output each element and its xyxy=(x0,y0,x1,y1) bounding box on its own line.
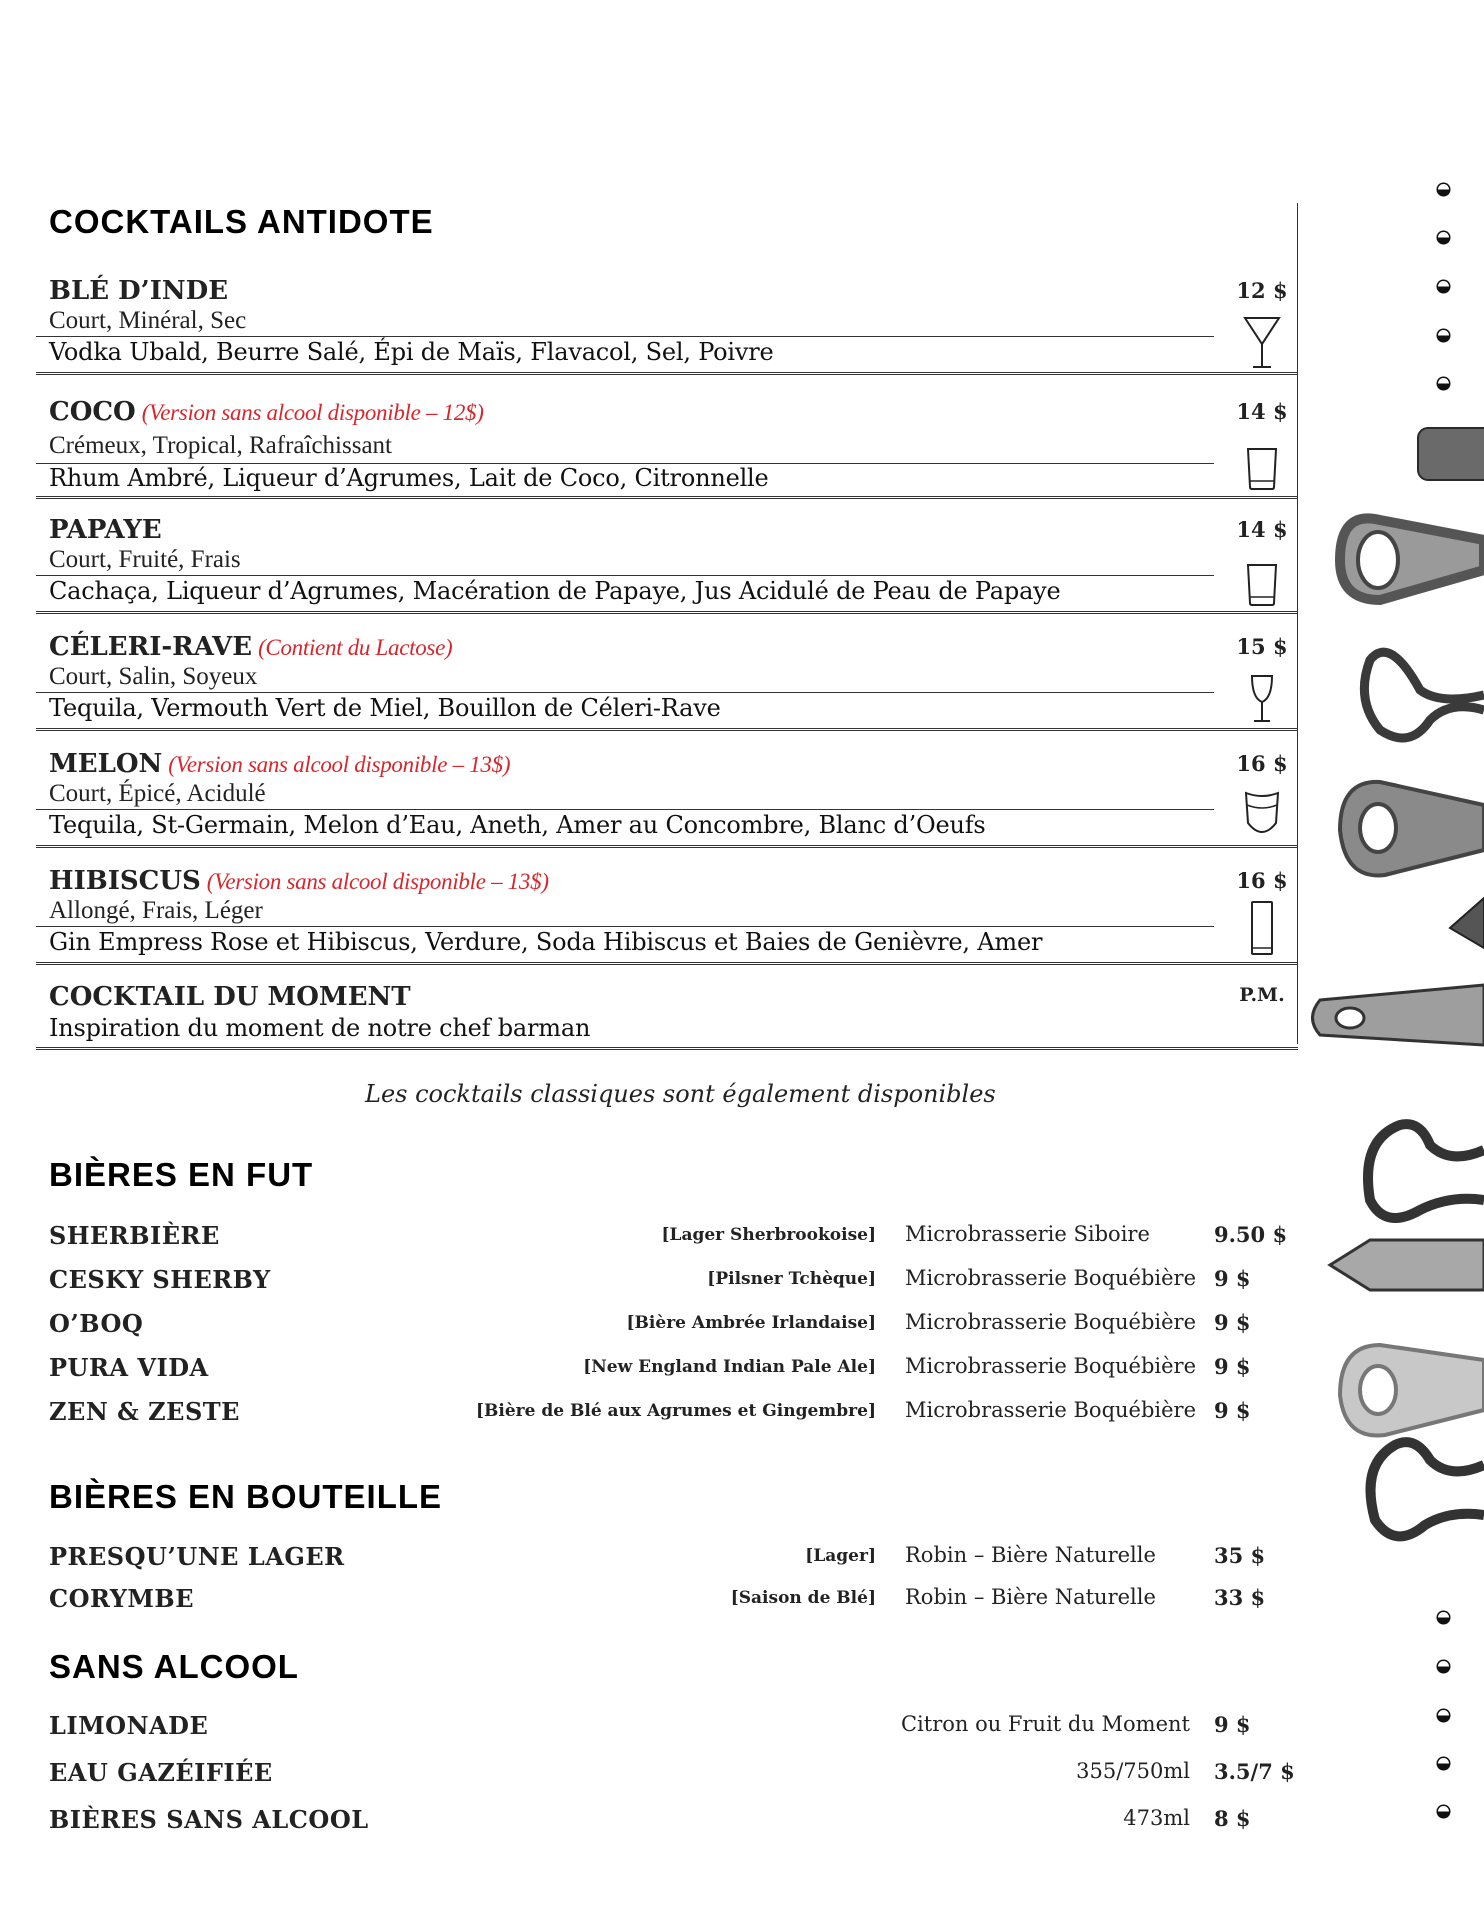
soft-drink-name: EAU GAZÉIFIÉE xyxy=(49,1758,273,1787)
cocktail-box-border xyxy=(1297,203,1298,1044)
beer-price: 9 $ xyxy=(1214,1266,1251,1291)
divider xyxy=(36,575,1214,576)
cocktail-price: 14 $ xyxy=(1236,399,1288,424)
beer-price: 9 $ xyxy=(1214,1398,1251,1423)
beer-row xyxy=(0,1309,1484,1343)
divider xyxy=(36,336,1214,337)
beer-brewery: Microbrasserie Boquébière xyxy=(905,1266,1197,1290)
divider xyxy=(36,611,1298,614)
beer-name: SHERBIÈRE xyxy=(49,1221,220,1250)
cocktail-ingredients: Rhum Ambré, Liqueur d’Agrumes, Lait de Coco, Citronnelle xyxy=(49,464,769,492)
divider xyxy=(36,962,1298,965)
soft-drink-price: 9 $ xyxy=(1214,1712,1251,1737)
cocktail-note: (Contient du Lactose) xyxy=(258,635,453,660)
beer-style: [Pilsner Tchèque] xyxy=(707,1269,876,1289)
cocktail-special-price: P.M. xyxy=(1239,984,1285,1006)
beer-row xyxy=(0,1221,1484,1255)
cocktail-price: 16 $ xyxy=(1236,868,1288,893)
soft-drink-price: 3.5/7 $ xyxy=(1214,1759,1295,1784)
beer-name: ZEN & ZESTE xyxy=(49,1397,240,1426)
bottle-opener-illustrations xyxy=(1300,420,1484,1620)
beer-brewery: Microbrasserie Boquébière xyxy=(905,1398,1197,1422)
beer-row xyxy=(0,1353,1484,1387)
coupe-glass-icon xyxy=(1242,672,1282,730)
divider xyxy=(36,728,1298,731)
cocktail-ingredients: Tequila, St-Germain, Melon d’Eau, Aneth, Amer au Concombre, Blanc d’Oeufs xyxy=(49,811,986,839)
soft-drink-detail: 355/750ml xyxy=(1076,1759,1190,1783)
rocks-glass-icon xyxy=(1242,443,1282,501)
beer-price: 9 $ xyxy=(1214,1354,1251,1379)
cocktail-name: BLÉ D’INDE xyxy=(49,276,229,306)
beer-brewery: Robin – Bière Naturelle xyxy=(905,1585,1156,1609)
beer-price: 9.50 $ xyxy=(1214,1222,1288,1247)
soft-drink-row xyxy=(0,1805,1484,1839)
cocktail-name: CÉLERI-RAVE (Contient du Lactose) xyxy=(49,632,453,662)
beer-style: [Lager] xyxy=(805,1546,876,1566)
cocktail-price: 14 $ xyxy=(1236,517,1288,542)
beer-style: [Lager Sherbrookoise] xyxy=(661,1225,876,1245)
cocktail-descriptors: Court, Minéral, Sec xyxy=(49,307,247,334)
beer-style: [Bière Ambrée Irlandaise] xyxy=(626,1313,876,1333)
binder-hole-icon xyxy=(1435,1755,1452,1772)
beer-price: 9 $ xyxy=(1214,1310,1251,1335)
soft-drink-row xyxy=(0,1711,1484,1745)
cocktail-ingredients: Vodka Ubald, Beurre Salé, Épi de Maïs, Flavacol, Sel, Poivre xyxy=(49,338,774,366)
rocks-glass-icon xyxy=(1242,559,1282,617)
cocktail-note: (Version sans alcool disponible – 13$) xyxy=(206,869,549,894)
soft-section-title: SANS ALCOOL xyxy=(49,1648,299,1685)
beer-name: CORYMBE xyxy=(49,1584,194,1613)
cocktail-ingredients: Tequila, Vermouth Vert de Miel, Bouillon de Céleri-Rave xyxy=(49,694,721,722)
divider xyxy=(36,372,1298,375)
beer-price: 33 $ xyxy=(1214,1585,1266,1610)
cocktail-note: (Version sans alcool disponible – 12$) xyxy=(141,400,484,425)
cocktail-price: 12 $ xyxy=(1236,278,1288,303)
divider xyxy=(36,926,1214,927)
binder-hole-icon xyxy=(1435,375,1452,392)
soft-drink-name: LIMONADE xyxy=(49,1711,209,1740)
cocktail-special-description: Inspiration du moment de notre chef barman xyxy=(49,1014,591,1042)
beer-name: PRESQU’UNE LAGER xyxy=(49,1542,345,1571)
binder-hole-icon xyxy=(1435,1803,1452,1820)
cocktail-price: 16 $ xyxy=(1236,751,1288,776)
cocktail-ingredients: Cachaça, Liqueur d’Agrumes, Macération de Papaye, Jus Acidulé de Peau de Papaye xyxy=(49,577,1061,605)
divider xyxy=(36,692,1214,693)
divider xyxy=(36,1047,1298,1050)
draft-section-title: BIÈRES EN FUT xyxy=(49,1156,314,1193)
binder-hole-icon xyxy=(1435,278,1452,295)
cocktail-name: COCO (Version sans alcool disponible – 12$) xyxy=(49,397,484,427)
beer-row xyxy=(0,1542,1484,1576)
beer-row xyxy=(0,1265,1484,1299)
beer-style: [Bière de Blé aux Agrumes et Gingembre] xyxy=(476,1401,876,1421)
soft-drink-price: 8 $ xyxy=(1214,1806,1251,1831)
binder-hole-icon xyxy=(1435,327,1452,344)
binder-hole-icon xyxy=(1435,229,1452,246)
beer-name: CESKY SHERBY xyxy=(49,1265,271,1294)
cocktails-section-title: COCKTAILS ANTIDOTE xyxy=(49,203,434,240)
divider xyxy=(36,845,1298,848)
cocktail-name: HIBISCUS (Version sans alcool disponible – 13$) xyxy=(49,866,549,896)
beer-style: [Saison de Blé] xyxy=(730,1588,876,1608)
classic-cocktails-note: Les cocktails classiques sont également disponibles xyxy=(365,1080,996,1108)
beer-brewery: Robin – Bière Naturelle xyxy=(905,1543,1156,1567)
beer-name: O’BOQ xyxy=(49,1309,144,1338)
divider xyxy=(36,496,1298,499)
beer-name: PURA VIDA xyxy=(49,1353,209,1382)
beer-price: 35 $ xyxy=(1214,1543,1266,1568)
cocktail-descriptors: Court, Épicé, Acidulé xyxy=(49,780,266,807)
cocktail-descriptors: Court, Salin, Soyeux xyxy=(49,663,258,690)
beer-row xyxy=(0,1584,1484,1618)
binder-hole-icon xyxy=(1435,1658,1452,1675)
binder-hole-icon xyxy=(1435,1707,1452,1724)
beer-brewery: Microbrasserie Boquébière xyxy=(905,1354,1197,1378)
cocktail-special-name: COCKTAIL DU MOMENT xyxy=(49,982,411,1012)
cocktail-price: 15 $ xyxy=(1236,634,1288,659)
bottle-section-title: BIÈRES EN BOUTEILLE xyxy=(49,1478,443,1515)
soft-drink-detail: 473ml xyxy=(1123,1806,1190,1830)
soft-drink-name: BIÈRES SANS ALCOOL xyxy=(49,1805,369,1834)
binder-hole-icon xyxy=(1435,181,1452,198)
soft-drink-detail: Citron ou Fruit du Moment xyxy=(900,1712,1190,1736)
beer-brewery: Microbrasserie Siboire xyxy=(905,1222,1150,1246)
cocktail-descriptors: Allongé, Frais, Léger xyxy=(49,897,263,924)
cocktail-descriptors: Crémeux, Tropical, Rafraîchissant xyxy=(49,432,392,459)
martini-glass-icon xyxy=(1242,314,1282,372)
cocktail-ingredients: Gin Empress Rose et Hibiscus, Verdure, Soda Hibiscus et Baies de Genièvre, Amer xyxy=(49,928,1043,956)
soft-drink-row xyxy=(0,1758,1484,1792)
tumbler-glass-icon xyxy=(1242,789,1282,847)
cocktail-descriptors: Court, Fruité, Frais xyxy=(49,546,241,573)
cocktail-note: (Version sans alcool disponible – 13$) xyxy=(168,752,511,777)
beer-row xyxy=(0,1397,1484,1431)
beer-style: [New England Indian Pale Ale] xyxy=(583,1357,876,1377)
cocktail-name: PAPAYE xyxy=(49,515,162,545)
divider xyxy=(36,809,1214,810)
cocktail-name: MELON (Version sans alcool disponible – 13$) xyxy=(49,749,511,779)
highball-glass-icon xyxy=(1242,900,1282,958)
beer-brewery: Microbrasserie Boquébière xyxy=(905,1310,1197,1334)
